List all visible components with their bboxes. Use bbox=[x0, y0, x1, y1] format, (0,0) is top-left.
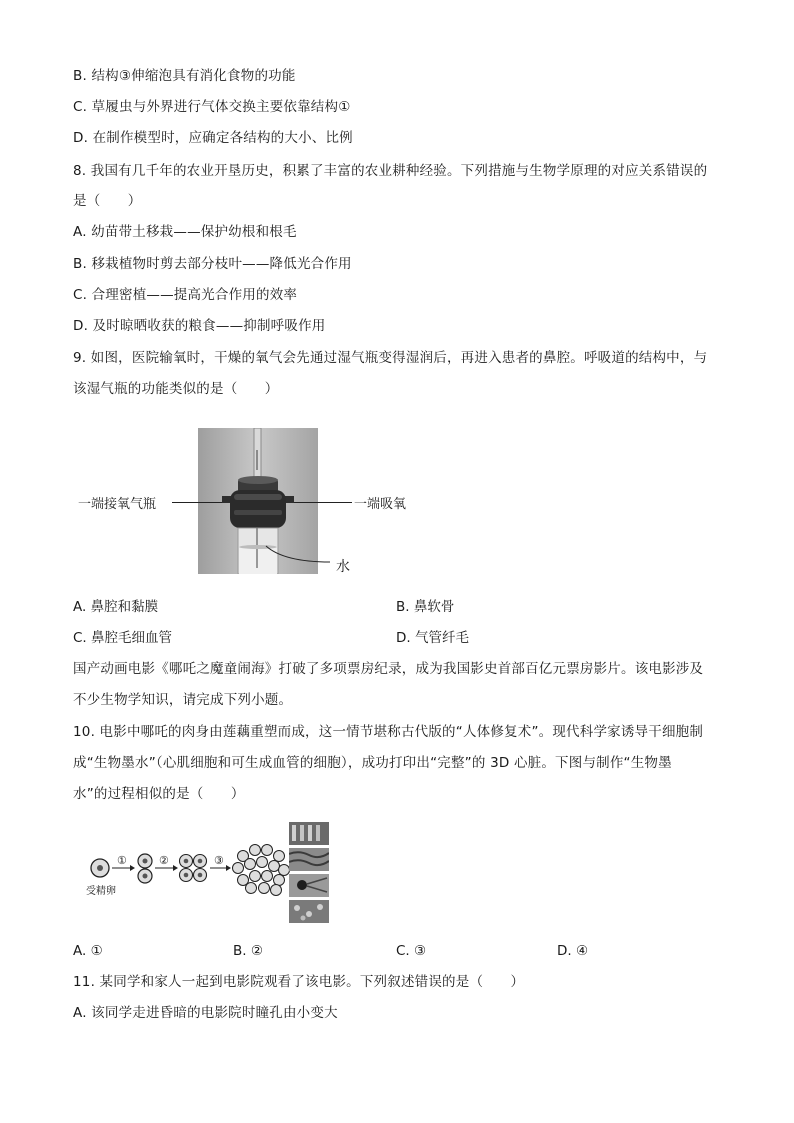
q11-option-a: A. 该同学走进昏暗的电影院时瞳孔由小变大 bbox=[73, 1005, 338, 1021]
q8-option-b: B. 移栽植物时剪去部分枝叶——降低光合作用 bbox=[73, 256, 352, 272]
humidifier-bottle-figure bbox=[78, 424, 407, 576]
label-inhale-end: 一端吸氧 bbox=[354, 497, 407, 512]
fertilized-egg-label: 受精卵 bbox=[86, 886, 116, 897]
q9-option-d: D. 气管纤毛 bbox=[396, 630, 469, 646]
q11-stem: 11. 某同学和家人一起到电影院观看了该电影。下列叙述错误的是（ ） bbox=[73, 974, 525, 990]
q7-option-b: B. 结构③伸缩泡具有消化食物的功能 bbox=[73, 68, 296, 84]
q10-option-b: B. ② bbox=[233, 943, 263, 959]
step-2-label: ② bbox=[159, 854, 169, 867]
intro-line2: 不少生物学知识，请完成下列小题。 bbox=[73, 692, 293, 708]
tissue-images bbox=[289, 822, 329, 924]
q8-stem-line2: 是（ ） bbox=[73, 193, 142, 209]
pointer-line-water bbox=[264, 542, 334, 572]
label-oxygen-tank-end: 一端接氧气瓶 bbox=[78, 497, 157, 512]
q9-option-c: C. 鼻腔毛细血管 bbox=[73, 630, 173, 646]
step-1-label: ① bbox=[117, 854, 127, 867]
q8-option-c: C. 合理密植——提高光合作用的效率 bbox=[73, 287, 298, 303]
q10-stem-line3: 水”的过程相似的是（ ） bbox=[73, 786, 245, 802]
q10-option-a: A. ① bbox=[73, 943, 103, 959]
q8-option-d: D. 及时晾晒收获的粮食——抑制呼吸作用 bbox=[73, 318, 326, 334]
q9-option-b: B. 鼻软骨 bbox=[396, 599, 455, 615]
q9-stem-line1: 9. 如图，医院输氧时，干燥的氧气会先通过湿气瓶变得湿润后，再进入患者的鼻腔。呼吸道的结构中，与 bbox=[73, 350, 708, 366]
q10-stem-line2: 成“生物墨水”（心肌细胞和可生成血管的细胞），成功打印出“完整”的 3D 心脏。下图与制作“生物墨 bbox=[73, 755, 672, 771]
q10-stem-line1: 10. 电影中哪吒的肉身由莲藕重塑而成，这一情节堪称古代版的“人体修复术”。现代科学家诱导干细胞制 bbox=[73, 724, 704, 740]
pointer-line-left bbox=[172, 502, 222, 503]
q10-option-c: C. ③ bbox=[396, 943, 427, 959]
q7-option-d: D. 在制作模型时，应确定各结构的大小、比例 bbox=[73, 130, 353, 146]
q9-option-a: A. 鼻腔和黏膜 bbox=[73, 599, 159, 615]
pointer-line-right bbox=[294, 502, 352, 503]
label-water: 水 bbox=[336, 559, 350, 575]
q8-stem-line1: 8. 我国有几千年的农业开垦历史，积累了丰富的农业耕种经验。下列措施与生物学原理的对应关系错误的 bbox=[73, 163, 708, 179]
step-3-label: ③ bbox=[214, 854, 224, 867]
q9-stem-line2: 该湿气瓶的功能类似的是（ ） bbox=[73, 381, 279, 397]
q7-option-c: C. 草履虫与外界进行气体交换主要依靠结构① bbox=[73, 99, 351, 115]
cell-cluster bbox=[233, 845, 290, 896]
intro-line1: 国产动画电影《哪吒之魔童闹海》打破了多项票房纪录，成为我国影史首部百亿元票房影片。该电影涉及 bbox=[73, 661, 704, 677]
q8-option-a: A. 幼苗带土移栽——保护幼根和根毛 bbox=[73, 224, 297, 240]
q10-option-d: D. ④ bbox=[557, 943, 589, 959]
